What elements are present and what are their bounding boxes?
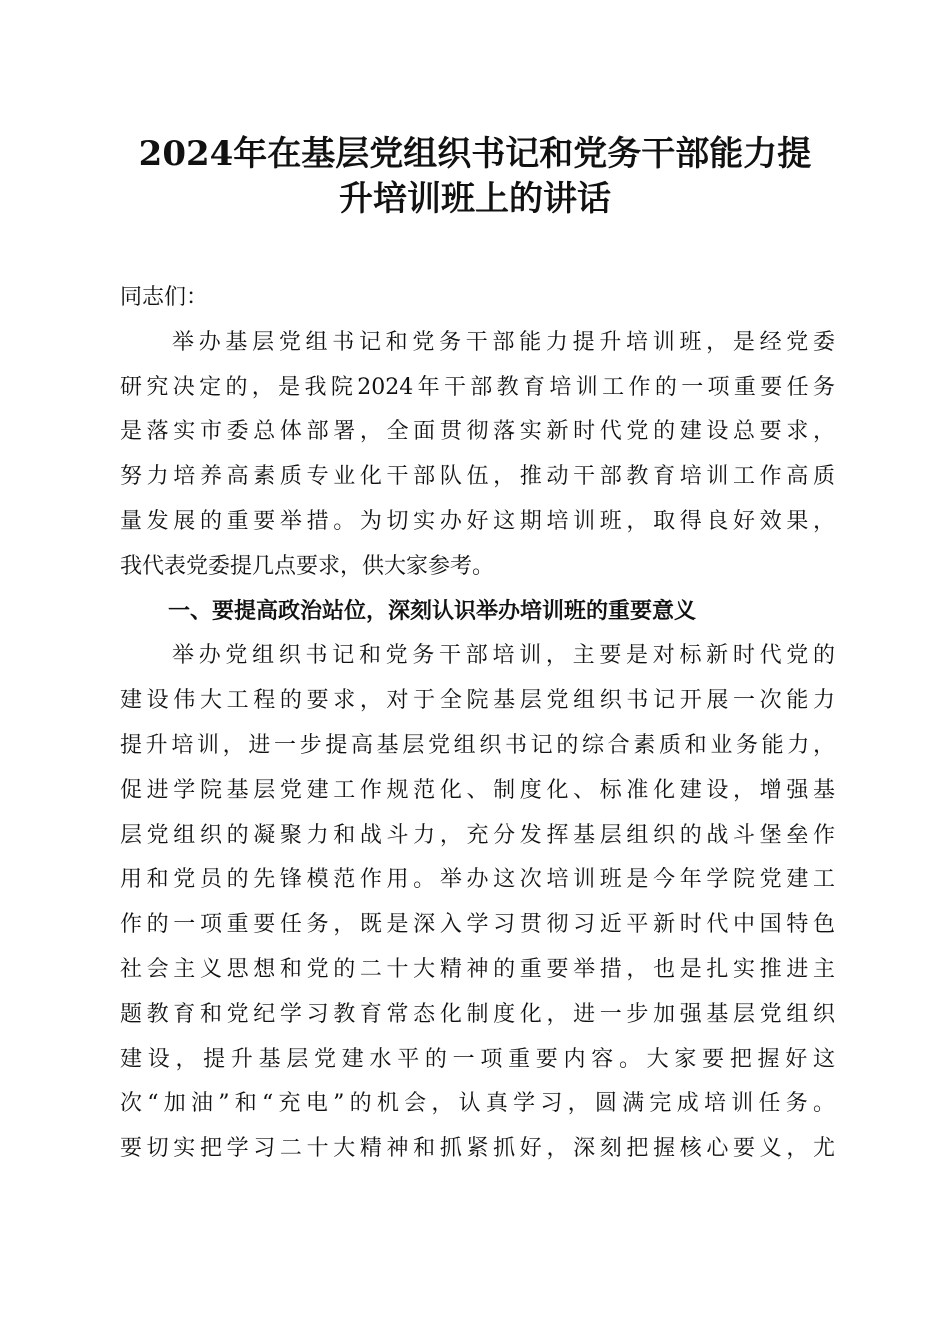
paragraph-line: 社会主义思想和党的二十大精神的重要举措，也是扎实推进主 xyxy=(120,956,835,982)
paragraph-line: 是落实市委总体部署，全面贯彻落实新时代党的建设总要求， xyxy=(120,419,835,445)
paragraph-line: 作的一项重要任务，既是深入学习贯彻习近平新时代中国特色 xyxy=(120,912,835,938)
salutation: 同志们： xyxy=(120,285,209,310)
paragraph-line: 我代表党委提几点要求，供大家参考。 xyxy=(120,553,495,579)
section-heading-1: 一、要提高政治站位，深刻认识举办培训班的重要意义 xyxy=(168,598,697,624)
paragraph-line: 要切实把学习二十大精神和抓紧抓好，深刻把握核心要义，尤 xyxy=(120,1136,835,1162)
title-line-1: 2024年在基层党组织书记和党务干部能力提 xyxy=(138,134,812,174)
paragraph-section-1 xyxy=(120,634,835,1172)
paragraph-line: 举办基层党组书记和党务干部能力提升培训班，是经党委 xyxy=(172,329,835,355)
document-title xyxy=(90,132,860,222)
paragraph-line: 次“加油”和“充电”的机会，认真学习，圆满完成培训任务。 xyxy=(120,1091,835,1117)
paragraph-line: 量发展的重要举措。为切实办好这期培训班，取得良好效果， xyxy=(120,508,835,534)
paragraph-line: 用和党员的先锋模范作用。举办这次培训班是今年学院党建工 xyxy=(120,867,835,893)
paragraph-line: 建设，提升基层党建水平的一项重要内容。大家要把握好这 xyxy=(120,1046,835,1072)
paragraph-intro xyxy=(120,321,835,590)
document-body xyxy=(120,276,835,1172)
paragraph-line: 建设伟大工程的要求，对于全院基层党组织书记开展一次能力 xyxy=(120,688,835,714)
paragraph-line: 举办党组织书记和党务干部培训，主要是对标新时代党的 xyxy=(172,643,835,669)
paragraph-line: 题教育和党纪学习教育常态化制度化，进一步加强基层党组织 xyxy=(120,1001,835,1027)
paragraph-line: 促进学院基层党建工作规范化、制度化、标准化建设，增强基 xyxy=(120,777,835,803)
paragraph-line: 努力培养高素质专业化干部队伍，推动干部教育培训工作高质 xyxy=(120,464,835,490)
paragraph-line: 研究决定的，是我院2024年干部教育培训工作的一项重要任务 xyxy=(120,374,835,400)
paragraph-line: 层党组织的凝聚力和战斗力，充分发挥基层组织的战斗堡垒作 xyxy=(120,822,835,848)
title-line-2: 升培训班上的讲话 xyxy=(339,179,611,219)
paragraph-line: 提升培训，进一步提高基层党组织书记的综合素质和业务能力， xyxy=(120,732,835,758)
